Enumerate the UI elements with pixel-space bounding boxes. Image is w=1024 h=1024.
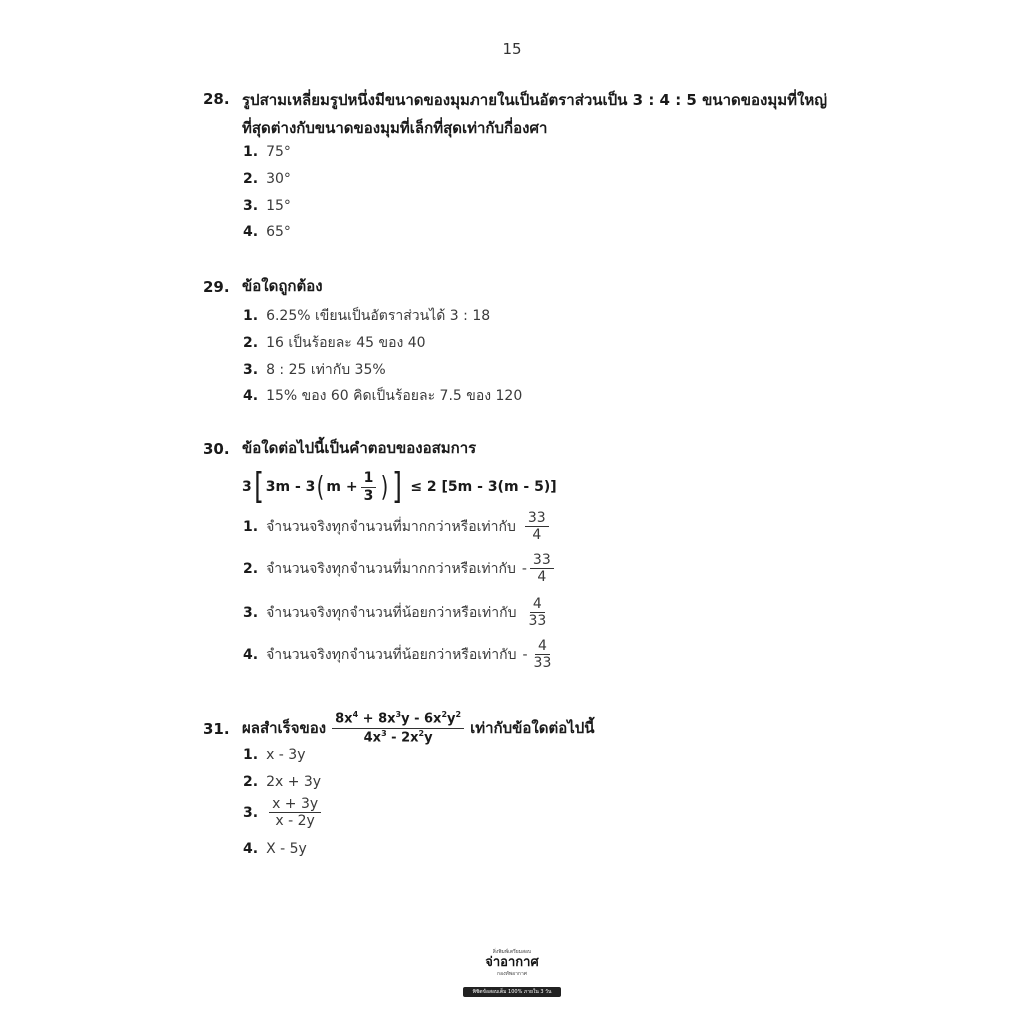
q30-option-1: 1. จำนวนจริงทุกจำนวนที่มากกว่าหรือเท่ากับ $\frac{33}{4}$ — [243, 510, 552, 543]
question-31-text: ผลสำเร็จของ $\frac{8x^4 + 8x^3y - 6x^2y^2}{4x^3 - 2x^2y}$ เท่ากับข้อใดต่อไปนี้ — [242, 710, 595, 745]
q29-option-4: 4. 15% ของ 60 คิดเป็นร้อยละ 7.5 ของ 120 — [243, 388, 523, 404]
question-28-line2: ที่สุดต่างกับขนาดของมุมที่เล็กที่สุดเท่ากับกี่องศา — [242, 119, 548, 137]
question-29-number: 29. — [203, 278, 230, 296]
q29-option-2: 2. 16 เป็นร้อยละ 45 ของ 40 — [243, 335, 426, 351]
publisher-logo: สิ่งพิมพ์เตรียมสอบ จ่าอากาศ กองทัพอากาศ พิชิตข้อสอบเต็ม 100% ภายใน 3 วัน — [0, 948, 1024, 997]
expression-fraction: $\frac{8x^4 + 8x^3y - 6x^2y^2}{4x^3 - 2x^2y}$ — [332, 710, 464, 746]
q30-option-2: 2. จำนวนจริงทุกจำนวนที่มากกว่าหรือเท่ากับ - $\frac{33}{4}$ — [243, 552, 557, 585]
page-number: 15 — [502, 40, 522, 58]
inequality-expression: 3 [ 3m - 3 ( m + $\frac{1}{3}$ ) ] ≤ 2 [5m - 3(m - 5)] — [242, 466, 557, 507]
question-28-line1: รูปสามเหลี่ยมรูปหนึ่งมีขนาดของมุมภายในเป็นอัตราส่วนเป็น 3 : 4 : 5 ขนาดของมุมที่ใหญ่ — [242, 91, 827, 109]
question-30-number: 30. — [203, 440, 230, 458]
q29-option-1: 1. 6.25% เขียนเป็นอัตราส่วนได้ 3 : 18 — [243, 308, 491, 324]
question-29-text: ข้อใดถูกต้อง — [242, 277, 323, 295]
question-31-number: 31. — [203, 720, 230, 738]
q28-option-1: 1. 75° — [243, 144, 291, 160]
q31-option-2: 2. 2x + 3y — [243, 774, 322, 790]
q28-option-3: 3. 15° — [243, 198, 291, 214]
q30-option-4: 4. จำนวนจริงทุกจำนวนที่น้อยกว่าหรือเท่ากับ - $\frac{4}{33}$ — [243, 638, 552, 672]
question-30-text: ข้อใดต่อไปนี้เป็นคำตอบของอสมการ — [242, 439, 477, 457]
q28-option-4: 4. 65° — [243, 224, 291, 240]
q30-option-3: 3. จำนวนจริงทุกจำนวนที่น้อยกว่าหรือเท่ากับ $\frac{4}{33}$ — [243, 596, 547, 630]
q31-option-1: 1. x - 3y — [243, 747, 306, 763]
fraction-one-third: $\frac{1}{3}$ — [361, 470, 377, 503]
q28-option-2: 2. 30° — [243, 171, 291, 187]
question-28-number: 28. — [203, 90, 230, 108]
q31-option-3: 3. $\frac{x + 3y}{x - 2y}$ — [243, 796, 324, 829]
q31-option-4: 4. X - 5y — [243, 841, 307, 857]
q29-option-3: 3. 8 : 25 เท่ากับ 35% — [243, 362, 386, 378]
question-28-text — [242, 86, 862, 142]
